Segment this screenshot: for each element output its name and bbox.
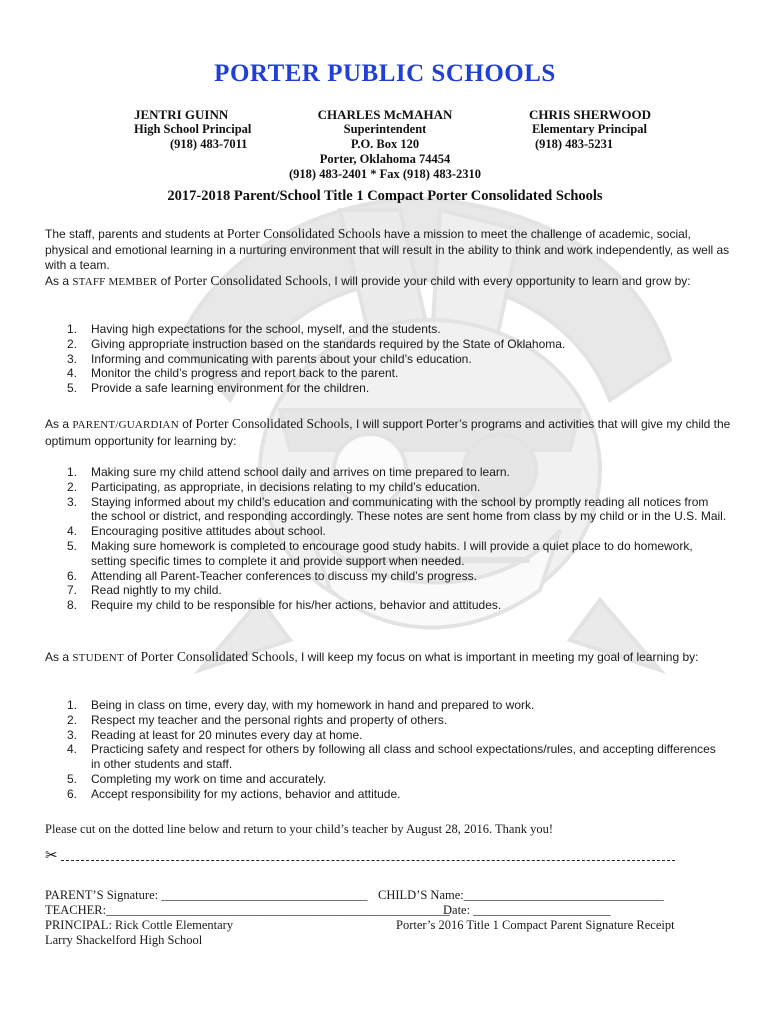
scissors-icon: ✂: [45, 847, 58, 864]
list-item: 6. Accept responsibility for my actions, behavior and attitude.: [67, 786, 401, 801]
parent-paragraph: As a PARENT/GUARDIAN of Porter Consolidated Schools, I will support Porter’s programs and activities that will give my child the optimum opportunity for learning by:: [45, 416, 731, 448]
compact-subtitle: 2017-2018 Parent/School Title 1 Compact Porter Consolidated Schools: [167, 188, 603, 204]
list-item: 7. Read nightly to my child.: [67, 583, 222, 598]
intro-paragraph: The staff, parents and students at Porter Consolidated Schools have a mission to meet the challenge of academic, social, physical and emotional learning in a nurturing environment that will result in the ability to think and work independently, as well as with a team.: [45, 226, 730, 272]
student-list: [67, 698, 727, 802]
child-name-field[interactable]: CHILD’S Name:________________________________: [378, 888, 664, 902]
high-school-label: Larry Shackelford High School: [45, 933, 203, 947]
header-right-contact: [529, 107, 651, 152]
hs-principal-phone: (918) 483-7011: [170, 137, 248, 151]
list-item: 3. Staying informed about my child’s education and communicating with the school by promptly reading all notices from the school or district, and responding accordingly. These notes are sent home from class by my child or in the U.S. Mail.: [67, 494, 727, 524]
parent-signature-field[interactable]: PARENT’S Signature: _________________________________: [45, 888, 368, 902]
list-item: 1. Making sure my child attend school daily and arrives on time prepared to learn.: [67, 465, 510, 479]
list-item: 5. Provide a safe learning environment for the children.: [67, 381, 370, 396]
list-item: 8. Require my child to be responsible for his/her actions, behavior and attitudes.: [67, 598, 502, 613]
teacher-field[interactable]: TEACHER:_______________________________________________________: [45, 903, 450, 917]
cut-line: [45, 847, 675, 867]
date-field[interactable]: Date: ______________________: [443, 903, 611, 917]
list-item: 5. Making sure homework is completed to encourage good study habits. I will provide a quiet place to do homework, setting specific times to complete it and provide support when needed.: [67, 538, 693, 568]
list-item: 4. Monitor the child’s progress and report back to the parent.: [67, 366, 399, 381]
superintendent-role: Superintendent: [343, 122, 427, 136]
superintendent-name: CHARLES McMAHAN: [317, 107, 453, 122]
receipt-label: Porter’s 2016 Title 1 Compact Parent Signature Receipt: [396, 918, 675, 932]
header-left-contact: [134, 107, 251, 152]
district-city: Porter, Oklahoma 74454: [319, 152, 451, 166]
list-item: 2. Giving appropriate instruction based on the standards required by the State of Oklahoma.: [67, 336, 566, 351]
list-item: 2. Respect my teacher and the personal rights and property of others.: [67, 712, 448, 727]
staff-paragraph: As a STAFF MEMBER of Porter Consolidated Schools, I will provide your child with every opportunity to learn and grow by:: [45, 273, 691, 288]
dotted-line: [61, 860, 675, 861]
list-item: 3. Reading at least for 20 minutes every day at home.: [67, 727, 363, 742]
cut-instruction: Please cut on the dotted line below and return to your child’s teacher by August 28, 2016. Thank you!: [45, 822, 553, 836]
elem-principal-phone: (918) 483-5231: [535, 137, 614, 151]
elem-principal-role: Elementary Principal: [532, 122, 647, 136]
list-item: 1. Having high expectations for the school, myself, and the students.: [67, 322, 441, 336]
student-paragraph: As a STUDENT of Porter Consolidated Schools, I will keep my focus on what is important in meeting my goal of learning by:: [45, 649, 699, 664]
hs-principal-name: JENTRI GUINN: [134, 107, 229, 122]
list-item: 6. Attending all Parent-Teacher conferences to discuss my child’s progress.: [67, 568, 477, 583]
staff-list: [67, 322, 727, 396]
district-phone-fax: (918) 483-2401 * Fax (918) 483-2310: [289, 167, 481, 181]
list-item: 5. Completing my work on time and accurately.: [67, 771, 327, 786]
list-item: 4. Encouraging positive attitudes about school.: [67, 524, 326, 539]
list-item: 3. Informing and communicating with parents about your child’s education.: [67, 351, 472, 366]
page-title: PORTER PUBLIC SCHOOLS: [214, 60, 556, 87]
principal-label: PRINCIPAL: Rick Cottle Elementary: [45, 918, 234, 932]
header-center-contact: [287, 107, 483, 182]
parent-list: [67, 465, 727, 613]
elem-principal-name: CHRIS SHERWOOD: [529, 107, 651, 122]
list-item: 4. Practicing safety and respect for others by following all class and school expectations/rules, and accepting differences in other students and staff.: [67, 742, 716, 772]
hs-principal-role: High School Principal: [134, 122, 252, 136]
list-item: 2. Participating, as appropriate, in decisions relating to my child’s education.: [67, 479, 481, 494]
list-item: 1. Being in class on time, every day, with my homework in hand and prepared to work.: [67, 698, 535, 712]
district-po-box: P.O. Box 120: [350, 137, 420, 151]
